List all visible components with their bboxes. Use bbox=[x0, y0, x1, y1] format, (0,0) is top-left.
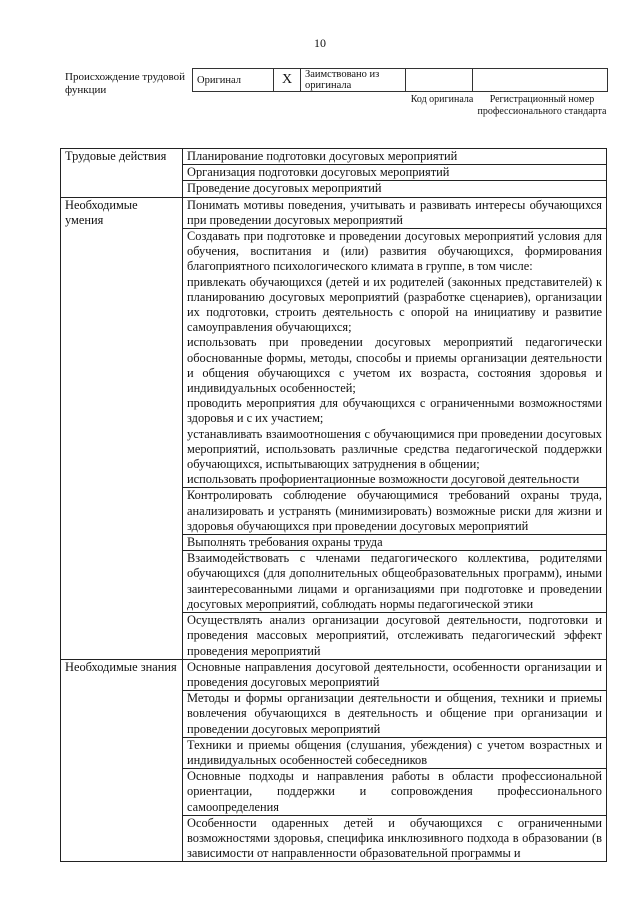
origin-table bbox=[192, 68, 608, 92]
code-caption: Код оригинала bbox=[410, 94, 474, 105]
list-item: Понимать мотивы поведения, учитывать и развивать интересы обучающихся при проведении досуговых мероприятий bbox=[183, 197, 607, 228]
list-item: Методы и формы организации деятельности и общения, техники и приемы вовлечения обучающихся в деятельность и общение при организации и проведении досуговых мероприятий bbox=[183, 691, 607, 738]
list-item: проводить мероприятия для обучающихся с ограниченными возможностями здоровья и с их участием; bbox=[187, 396, 602, 426]
table-row bbox=[61, 197, 607, 228]
list-item: Выполнять требования охраны труда bbox=[183, 535, 607, 551]
list-item: использовать при проведении досуговых мероприятий педагогически обоснованные формы, методы, способы и приемы организации деятельности и общения обучающихся с учетом их возраста, состояния здоровья и индивидуальных особенностей; bbox=[187, 335, 602, 396]
reg-caption: Регистрационный номер профессионального стандарта bbox=[477, 94, 607, 117]
section-title-skills: Необходимые умения bbox=[61, 197, 183, 659]
page-number: 10 bbox=[314, 36, 326, 50]
table-row bbox=[61, 659, 607, 690]
list-item: Осуществлять анализ организации досуговой деятельности, подготовки и проведения массовых мероприятий, отслеживать педагогический эффект проведения мероприятий bbox=[183, 613, 607, 660]
origin-code-cell bbox=[406, 69, 473, 92]
list-item: Контролировать соблюдение обучающимися требований охраны труда, анализировать и устранять (минимизировать) возможные риски для жизни и здоровья обучающихся при проведении досуговых мероприятий bbox=[183, 488, 607, 535]
section-title-labor-actions: Трудовые действия bbox=[61, 149, 183, 198]
origin-borrowed-cell: Заимствовано из оригинала bbox=[301, 69, 406, 92]
list-item: Основные направления досуговой деятельности, особенности организации и проведения досуговых мероприятий bbox=[183, 659, 607, 690]
list-item: Создавать при подготовке и проведении досуговых мероприятий условия для обучения, воспитания и (или) развития обучающихся, формирования благоприятного психологического климата в группе, в том числе: bbox=[187, 229, 602, 274]
function-table bbox=[60, 148, 607, 862]
list-item: Проведение досуговых мероприятий bbox=[183, 181, 607, 197]
list-item: Основные подходы и направления работы в области профессиональной ориентации, поддержки и сопровождения профессионального самоопределения bbox=[183, 769, 607, 816]
list-item: Планирование подготовки досуговых мероприятий bbox=[183, 149, 607, 165]
list-item: использовать профориентационные возможности досуговой деятельности bbox=[187, 472, 580, 487]
table-row bbox=[61, 149, 607, 165]
origin-mark-cell: X bbox=[274, 69, 301, 92]
origin-reg-cell bbox=[473, 69, 608, 92]
list-item: привлекать обучающихся (детей и их родителей (законных представителей) к планированию досуговых мероприятий (разработке сценариев), организации их подготовки, строить деятельность с опорой на инициативу и развитие самоуправления обучающихся; bbox=[187, 274, 602, 335]
list-item: Организация подготовки досуговых мероприятий bbox=[183, 165, 607, 181]
list-item: Техники и приемы общения (слушания, убеждения) с учетом возрастных и индивидуальных особенностей собеседников bbox=[183, 737, 607, 768]
list-item: Особенности одаренных детей и обучающихся с ограниченными возможностями здоровья, специфика инклюзивного подхода в образовании (в зависимости от направленности образовательной программы и bbox=[183, 815, 607, 862]
origin-label: Происхождение трудовой функции bbox=[65, 71, 186, 96]
origin-original-cell: Оригинал bbox=[193, 69, 274, 92]
list-item: устанавливать взаимоотношения с обучающимися при проведении досуговых мероприятий, использовать различные средства педагогической поддержки обучающихся, испытывающих затруднения в общении; bbox=[187, 426, 602, 472]
list-item: Взаимодействовать с членами педагогического коллектива, родителями обучающихся (для дополнительных общеобразовательных программ), иными заинтересованными лицами и организациями при подготовке и проведении досуговых мероприятий, соблюдать нормы педагогической этики bbox=[183, 551, 607, 613]
list-item-group bbox=[183, 229, 607, 488]
section-title-knowledge: Необходимые знания bbox=[61, 659, 183, 862]
